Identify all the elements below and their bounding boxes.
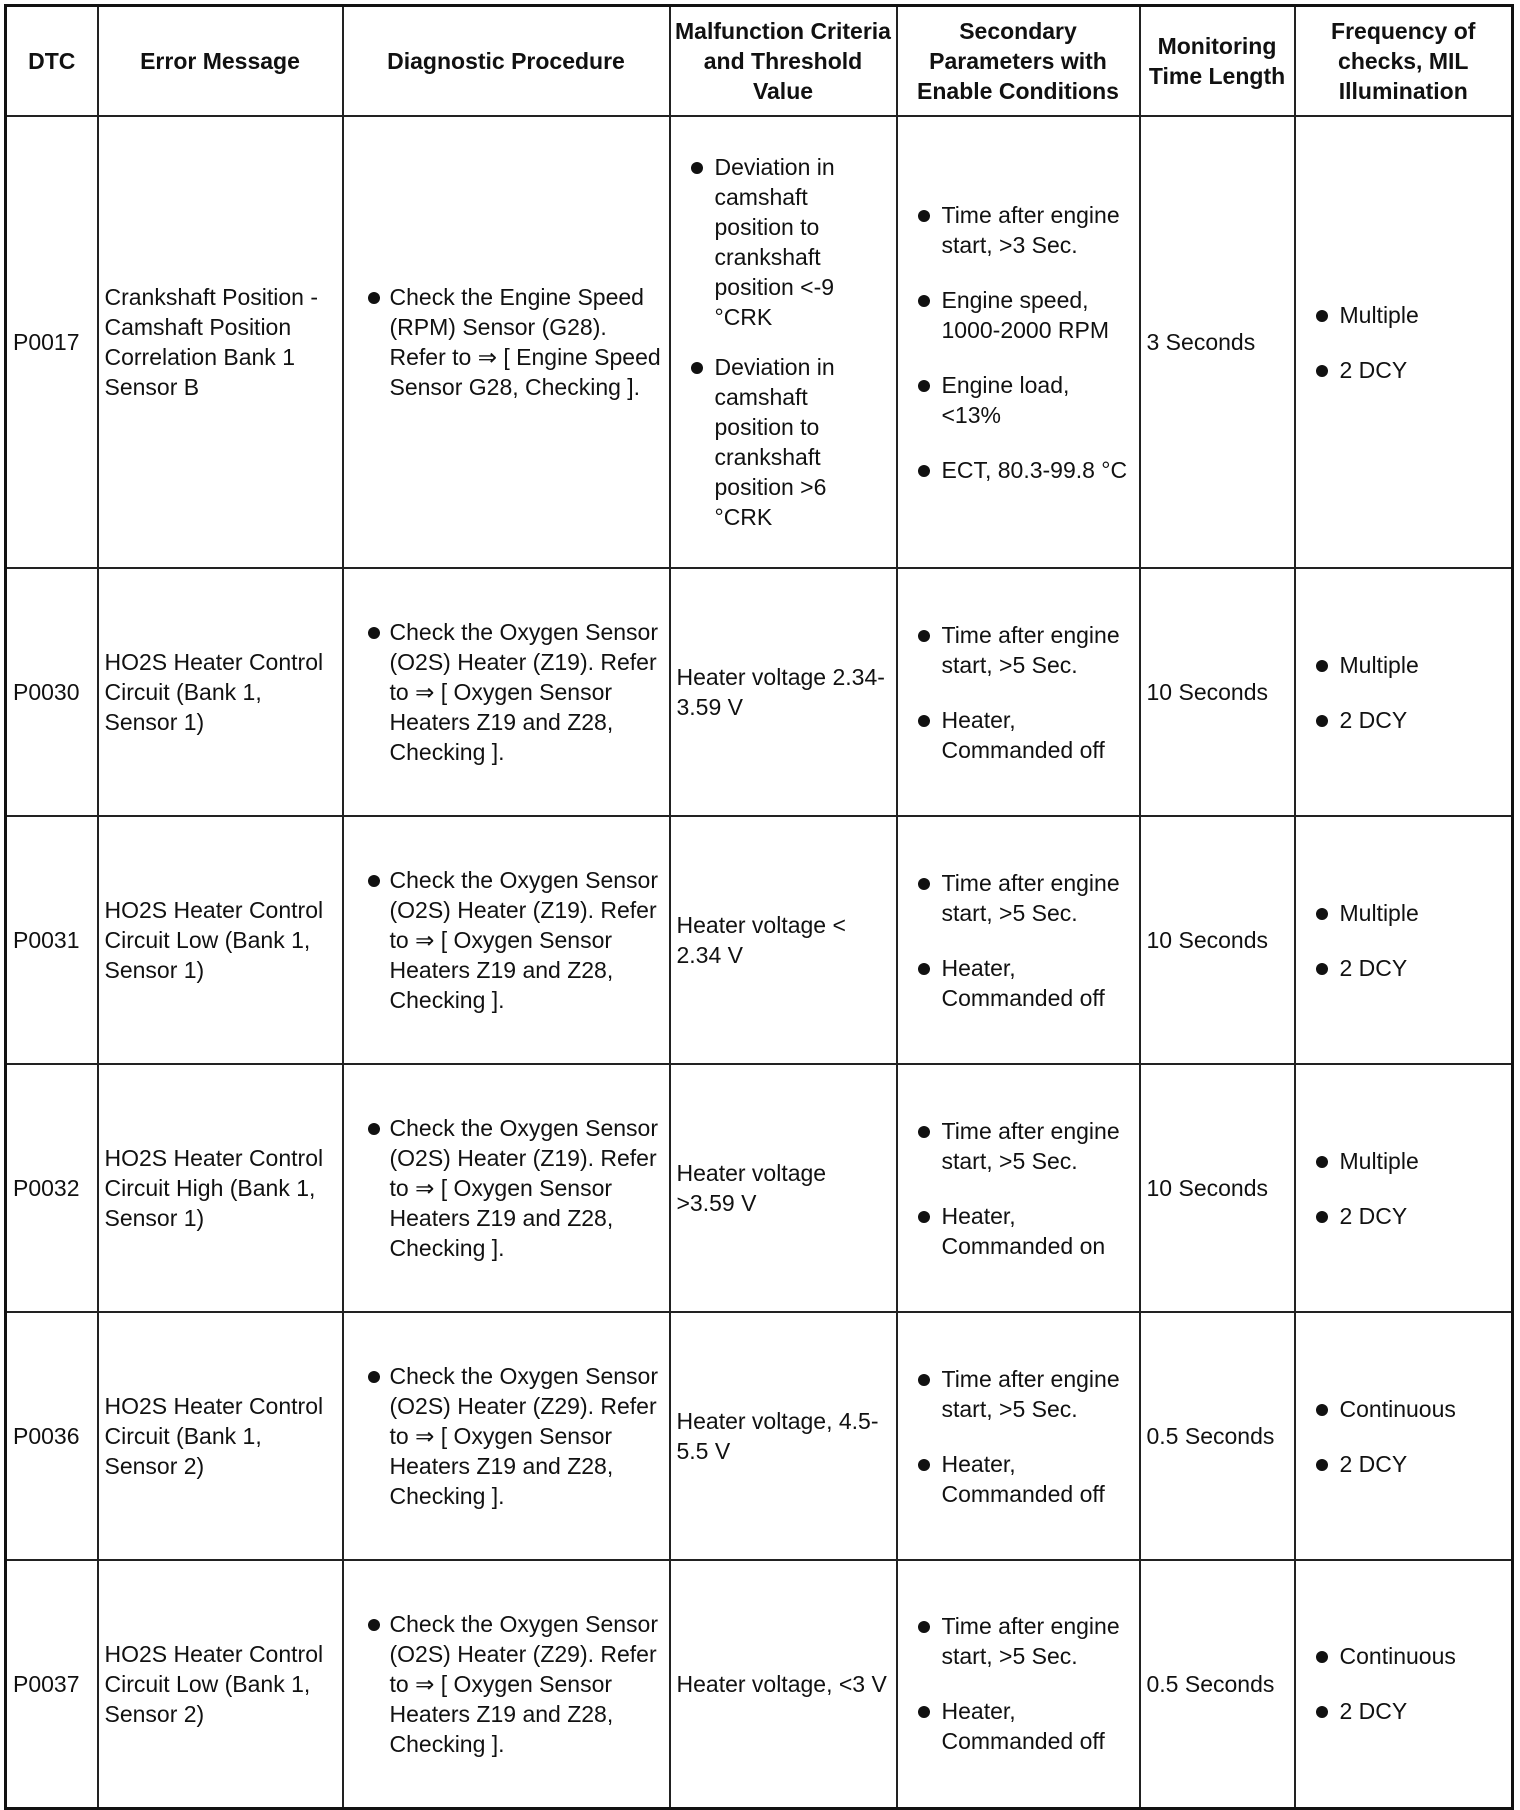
procedure-list (350, 617, 663, 767)
frequency-cell (1295, 568, 1513, 816)
error-message: HO2S Heater Control Circuit (Bank 1, Sensor 2) (104, 1393, 324, 1479)
frequency-cell (1295, 116, 1513, 568)
frequency-item-list (1302, 1641, 1506, 1726)
secondary-parameter: Time after engine start, >5 Sec. (904, 1611, 1133, 1671)
procedure-list (350, 1361, 663, 1511)
frequency-item-list (1302, 1394, 1506, 1479)
secondary-parameter: Engine speed, 1000-2000 RPM (904, 285, 1133, 345)
procedure-step: Check the Oxygen Sensor (O2S) Heater (Z29). Refer to ⇒ [ Oxygen Sensor Heaters Z19 and Z28, Checking ]. (350, 1609, 663, 1759)
frequency-item: 2 DCY (1302, 1449, 1506, 1479)
secondary-parameter: Time after engine start, >5 Sec. (904, 1364, 1133, 1424)
secondary-parameter: Time after engine start, >5 Sec. (904, 868, 1133, 928)
procedure-cell (343, 1312, 670, 1560)
secondary-parameter-list (904, 1364, 1133, 1509)
frequency-item: 2 DCY (1302, 1696, 1506, 1726)
dtc-cell (6, 568, 98, 816)
procedure-cell (343, 568, 670, 816)
procedure-cell (343, 1560, 670, 1808)
secondary-cell (897, 1064, 1140, 1312)
secondary-cell (897, 816, 1140, 1064)
dtc-code: P0031 (13, 927, 80, 953)
header-frequency: Frequency of checks, MIL Illumination (1295, 6, 1513, 117)
procedure-list (350, 282, 663, 402)
secondary-parameter: Heater, Commanded off (904, 705, 1133, 765)
frequency-cell (1295, 1560, 1513, 1808)
criteria-text: Heater voltage, <3 V (676, 1670, 887, 1697)
secondary-parameter-list (904, 1116, 1133, 1261)
monitoring-time: 0.5 Seconds (1146, 1670, 1275, 1697)
dtc-code: P0032 (13, 1175, 80, 1201)
dtc-table-container (4, 4, 1511, 1800)
frequency-cell (1295, 1064, 1513, 1312)
secondary-parameter: Heater, Commanded on (904, 1201, 1133, 1261)
criteria-cell (670, 1560, 897, 1808)
header-error-message: Error Message (98, 6, 343, 117)
procedure-list (350, 865, 663, 1015)
criteria-item-list (677, 152, 890, 532)
header-dtc: DTC (6, 6, 98, 117)
frequency-item: Multiple (1302, 898, 1506, 928)
error-message: HO2S Heater Control Circuit (Bank 1, Sensor 1) (104, 649, 324, 735)
frequency-item: Continuous (1302, 1641, 1506, 1671)
procedure-step: Check the Oxygen Sensor (O2S) Heater (Z19). Refer to ⇒ [ Oxygen Sensor Heaters Z19 and Z28, Checking ]. (350, 865, 663, 1015)
procedure-cell (343, 816, 670, 1064)
monitoring-time-cell (1140, 568, 1295, 816)
frequency-cell (1295, 1312, 1513, 1560)
procedure-list (350, 1113, 663, 1263)
frequency-item-list (1302, 650, 1506, 735)
frequency-item: 2 DCY (1302, 355, 1506, 385)
procedure-cell (343, 1064, 670, 1312)
criteria-text: Heater voltage < 2.34 V (676, 912, 846, 968)
error-message: Crankshaft Position - Camshaft Position Correlation Bank 1 Sensor B (104, 284, 318, 400)
dtc-cell (6, 116, 98, 568)
frequency-item: Multiple (1302, 650, 1506, 680)
secondary-parameter: ECT, 80.3-99.8 °C (904, 455, 1133, 485)
secondary-parameter-list (904, 200, 1133, 485)
secondary-parameter: Heater, Commanded off (904, 953, 1133, 1013)
procedure-step: Check the Oxygen Sensor (O2S) Heater (Z19). Refer to ⇒ [ Oxygen Sensor Heaters Z19 and Z28, Checking ]. (350, 1113, 663, 1263)
secondary-parameter: Time after engine start, >5 Sec. (904, 1116, 1133, 1176)
header-malfunction-criteria: Malfunction Criteria and Threshold Value (670, 6, 897, 117)
frequency-item: 2 DCY (1302, 1201, 1506, 1231)
dtc-cell (6, 1312, 98, 1560)
frequency-item-list (1302, 898, 1506, 983)
error-message-cell (98, 568, 343, 816)
header-secondary-parameters: Secondary Parameters with Enable Conditions (897, 6, 1140, 117)
error-message: HO2S Heater Control Circuit High (Bank 1, Sensor 1) (104, 1145, 324, 1231)
frequency-cell (1295, 816, 1513, 1064)
table-row (6, 1312, 1513, 1560)
monitoring-time: 10 Seconds (1146, 927, 1268, 953)
header-monitoring-time: Monitoring Time Length (1140, 6, 1295, 117)
criteria-item: Deviation in camshaft position to crankshaft position >6 °CRK (677, 352, 890, 532)
criteria-cell (670, 1312, 897, 1560)
frequency-item-list (1302, 300, 1506, 385)
secondary-parameter: Time after engine start, >3 Sec. (904, 200, 1133, 260)
frequency-item: 2 DCY (1302, 953, 1506, 983)
table-row (6, 1064, 1513, 1312)
table-body (6, 116, 1513, 1808)
dtc-code: P0030 (13, 679, 80, 705)
error-message-cell (98, 816, 343, 1064)
dtc-code: P0037 (13, 1670, 80, 1697)
frequency-item: Multiple (1302, 300, 1506, 330)
dtc-cell (6, 1560, 98, 1808)
secondary-parameter: Heater, Commanded off (904, 1696, 1133, 1756)
secondary-parameter-list (904, 1611, 1133, 1756)
criteria-text: Heater voltage, 4.5-5.5 V (676, 1408, 879, 1464)
table-row (6, 116, 1513, 568)
error-message-cell (98, 1560, 343, 1808)
procedure-step: Check the Oxygen Sensor (O2S) Heater (Z19). Refer to ⇒ [ Oxygen Sensor Heaters Z19 and Z28, Checking ]. (350, 617, 663, 767)
secondary-parameter-list (904, 868, 1133, 1013)
error-message: HO2S Heater Control Circuit Low (Bank 1, Sensor 1) (104, 897, 324, 983)
monitoring-time: 10 Seconds (1146, 679, 1268, 705)
criteria-cell (670, 816, 897, 1064)
monitoring-time-cell (1140, 1064, 1295, 1312)
frequency-item: Continuous (1302, 1394, 1506, 1424)
procedure-step: Check the Oxygen Sensor (O2S) Heater (Z29). Refer to ⇒ [ Oxygen Sensor Heaters Z19 and Z28, Checking ]. (350, 1361, 663, 1511)
dtc-cell (6, 816, 98, 1064)
monitoring-time: 3 Seconds (1146, 329, 1256, 355)
secondary-cell (897, 568, 1140, 816)
frequency-item-list (1302, 1146, 1506, 1231)
table-row (6, 816, 1513, 1064)
frequency-item: Multiple (1302, 1146, 1506, 1176)
criteria-text: Heater voltage 2.34-3.59 V (676, 664, 885, 720)
monitoring-time-cell (1140, 816, 1295, 1064)
error-message-cell (98, 1312, 343, 1560)
monitoring-time: 0.5 Seconds (1146, 1423, 1275, 1449)
dtc-table (4, 4, 1514, 1810)
secondary-parameter: Heater, Commanded off (904, 1449, 1133, 1509)
secondary-cell (897, 1312, 1140, 1560)
procedure-list (350, 1609, 663, 1759)
criteria-cell (670, 116, 897, 568)
table-row (6, 1560, 1513, 1808)
header-row (6, 6, 1513, 117)
error-message-cell (98, 116, 343, 568)
secondary-parameter: Time after engine start, >5 Sec. (904, 620, 1133, 680)
monitoring-time-cell (1140, 1560, 1295, 1808)
dtc-cell (6, 1064, 98, 1312)
criteria-text: Heater voltage >3.59 V (676, 1160, 827, 1216)
secondary-parameter: Engine load, <13% (904, 370, 1133, 430)
table-row (6, 568, 1513, 816)
criteria-cell (670, 568, 897, 816)
monitoring-time-cell (1140, 116, 1295, 568)
criteria-cell (670, 1064, 897, 1312)
procedure-cell (343, 116, 670, 568)
monitoring-time-cell (1140, 1312, 1295, 1560)
frequency-item: 2 DCY (1302, 705, 1506, 735)
secondary-cell (897, 1560, 1140, 1808)
error-message-cell (98, 1064, 343, 1312)
secondary-cell (897, 116, 1140, 568)
procedure-step: Check the Engine Speed (RPM) Sensor (G28). Refer to ⇒ [ Engine Speed Sensor G28, Checking ]. (350, 282, 663, 402)
dtc-code: P0017 (13, 329, 80, 355)
secondary-parameter-list (904, 620, 1133, 765)
monitoring-time: 10 Seconds (1146, 1175, 1268, 1201)
dtc-code: P0036 (13, 1423, 80, 1449)
criteria-item: Deviation in camshaft position to crankshaft position <-9 °CRK (677, 152, 890, 332)
header-diagnostic-procedure: Diagnostic Procedure (343, 6, 670, 117)
error-message: HO2S Heater Control Circuit Low (Bank 1, Sensor 2) (104, 1640, 324, 1727)
